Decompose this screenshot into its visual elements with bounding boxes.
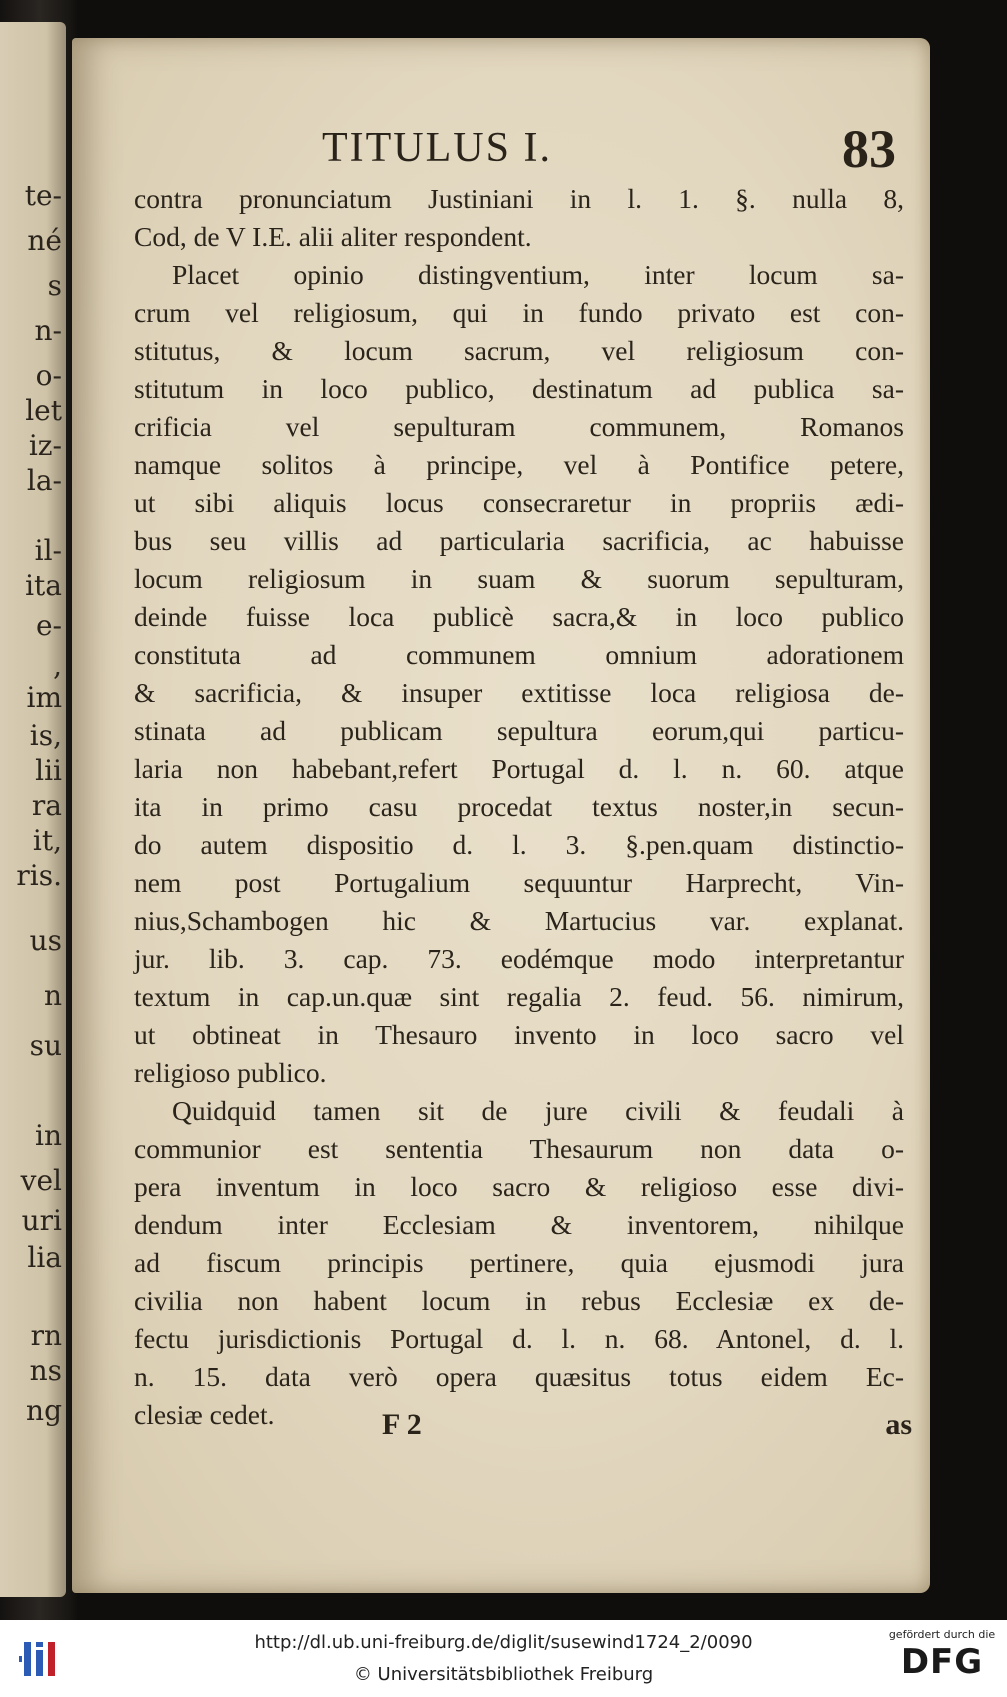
signature-mark: F 2 (382, 1408, 422, 1441)
left-page-fragment: im (26, 681, 62, 714)
left-page-fragment: ra (31, 789, 62, 822)
left-page-fragment: ris. (16, 859, 62, 892)
text-line: crum vel religiosum, qui in fundo privato est con- (134, 297, 904, 328)
text-line: Placet opinio distingventium, inter locum sa- (172, 259, 904, 290)
text-line: clesiæ cedet. (134, 1399, 275, 1430)
left-page-fragment: s (47, 269, 62, 302)
left-page-fragment: it, (32, 824, 62, 857)
text-line: Quidquid tamen sit de jure civili & feudali à (172, 1095, 904, 1126)
text-line: do autem dispositio d. l. 3. §.pen.quam distinctio- (134, 829, 904, 860)
right-page (72, 38, 930, 1593)
text-line: nem post Portugalium sequuntur Harprecht, Vin- (134, 867, 904, 898)
left-page-fragment: n (43, 979, 62, 1012)
left-page-fragment: né (27, 224, 62, 257)
text-line: crificia vel sepulturam communem, Romanos (134, 411, 904, 442)
left-page-fragment: in (35, 1119, 62, 1152)
left-page-edge (0, 22, 66, 1597)
text-line: dendum inter Ecclesiam & inventorem, nihilque (134, 1209, 904, 1240)
text-line: deinde fuisse loca publicè sacra,& in loco publico (134, 601, 904, 632)
left-page-fragment: su (29, 1029, 62, 1062)
text-line: laria non habebant,refert Portugal d. l. n. 60. atque (134, 753, 904, 784)
left-page-fragment: e- (35, 609, 62, 642)
left-page-fragment: is, (29, 719, 62, 752)
left-page-fragment: let (25, 394, 62, 427)
text-line: textum in cap.un.quæ sint regalia 2. feud. 56. nimirum, (134, 981, 904, 1012)
text-line: communior est sententia Thesaurum non data o- (134, 1133, 904, 1164)
left-page-fragment: iz- (28, 429, 62, 462)
page-number: 83 (842, 119, 896, 179)
page-content (134, 119, 904, 1434)
text-line: nius,Schambogen hic & Martucius var. explanat. (134, 905, 904, 936)
text-line: ut sibi aliquis locus consecraretur in propriis ædi- (134, 487, 904, 518)
left-page-fragment: vel (20, 1164, 62, 1197)
text-line: locum religiosum in suam & suorum sepulturam, (134, 563, 904, 594)
text-line: n. 15. data verò opera quæsitus totus eidem Ec- (134, 1361, 904, 1392)
body-text (134, 180, 904, 1434)
text-line: stitutum in loco publico, destinatum ad publica sa- (134, 373, 904, 404)
text-line: jur. lib. 3. cap. 73. eodémque modo interpretantur (134, 943, 904, 974)
dfg-subtitle: gefördert durch die (888, 1628, 996, 1641)
left-page-fragment: , (53, 649, 62, 682)
text-line: bus seu villis ad particularia sacrificia, ac habuisse (134, 525, 904, 556)
text-line: contra pronunciatum Justiniani in l. 1. §. nulla 8, (134, 183, 904, 214)
left-page-fragment: rn (30, 1319, 62, 1352)
text-line: fectu jurisdictionis Portugal d. l. n. 68. Antonel, d. l. (134, 1323, 904, 1354)
left-page-fragment: ns (29, 1354, 62, 1387)
page-header (134, 119, 904, 180)
left-page-fragment: uri (21, 1204, 62, 1237)
left-page-fragment: o- (35, 359, 62, 392)
text-line: namque solitos à principe, vel à Pontifice petere, (134, 449, 904, 480)
text-line: stitutus, & locum sacrum, vel religiosum con- (134, 335, 904, 366)
copyright-notice: © Universitätsbibliothek Freiburg (353, 1664, 654, 1685)
left-page-fragment: lia (27, 1241, 62, 1274)
left-page-fragment: te- (24, 179, 62, 212)
text-line: constituta ad communem omnium adorationem (134, 639, 904, 670)
running-title: TITULUS I. (322, 125, 552, 171)
left-page-fragment: ng (26, 1394, 62, 1427)
left-page-fragment: lii (35, 754, 62, 787)
left-page-fragment: la- (26, 464, 62, 497)
text-line: religioso publico. (134, 1057, 327, 1088)
left-page-fragment: n- (34, 314, 62, 347)
text-line: & sacrificia, & insuper extitisse loca religiosa de- (134, 677, 904, 708)
text-line: ita in primo casu procedat textus noster,in secun- (134, 791, 904, 822)
text-line: civilia non habent locum in rebus Ecclesiæ ex de- (134, 1285, 904, 1316)
text-line: stinata ad publicam sepultura eorum,qui particu- (134, 715, 904, 746)
text-line: ut obtineat in Thesauro invento in loco sacro vel (134, 1019, 904, 1050)
dfg-mark: DFG (900, 1642, 984, 1682)
document-url[interactable]: http://dl.ub.uni-freiburg.de/diglit/susewind1724_2/0090 (254, 1632, 753, 1653)
left-page-fragment: il- (34, 534, 62, 567)
left-page-fragment: ita (25, 569, 62, 602)
viewer-footer (0, 1620, 1007, 1697)
catchword: as (885, 1408, 912, 1441)
left-page-fragment: us (29, 924, 62, 957)
text-line: Cod, de V I.E. alii aliter respondent. (134, 221, 532, 252)
text-line: ad fiscum principis pertinere, quia ejusmodi jura (134, 1247, 904, 1278)
dfg-logo (887, 1628, 997, 1683)
text-line: pera inventum in loco sacro & religioso esse divi- (134, 1171, 904, 1202)
